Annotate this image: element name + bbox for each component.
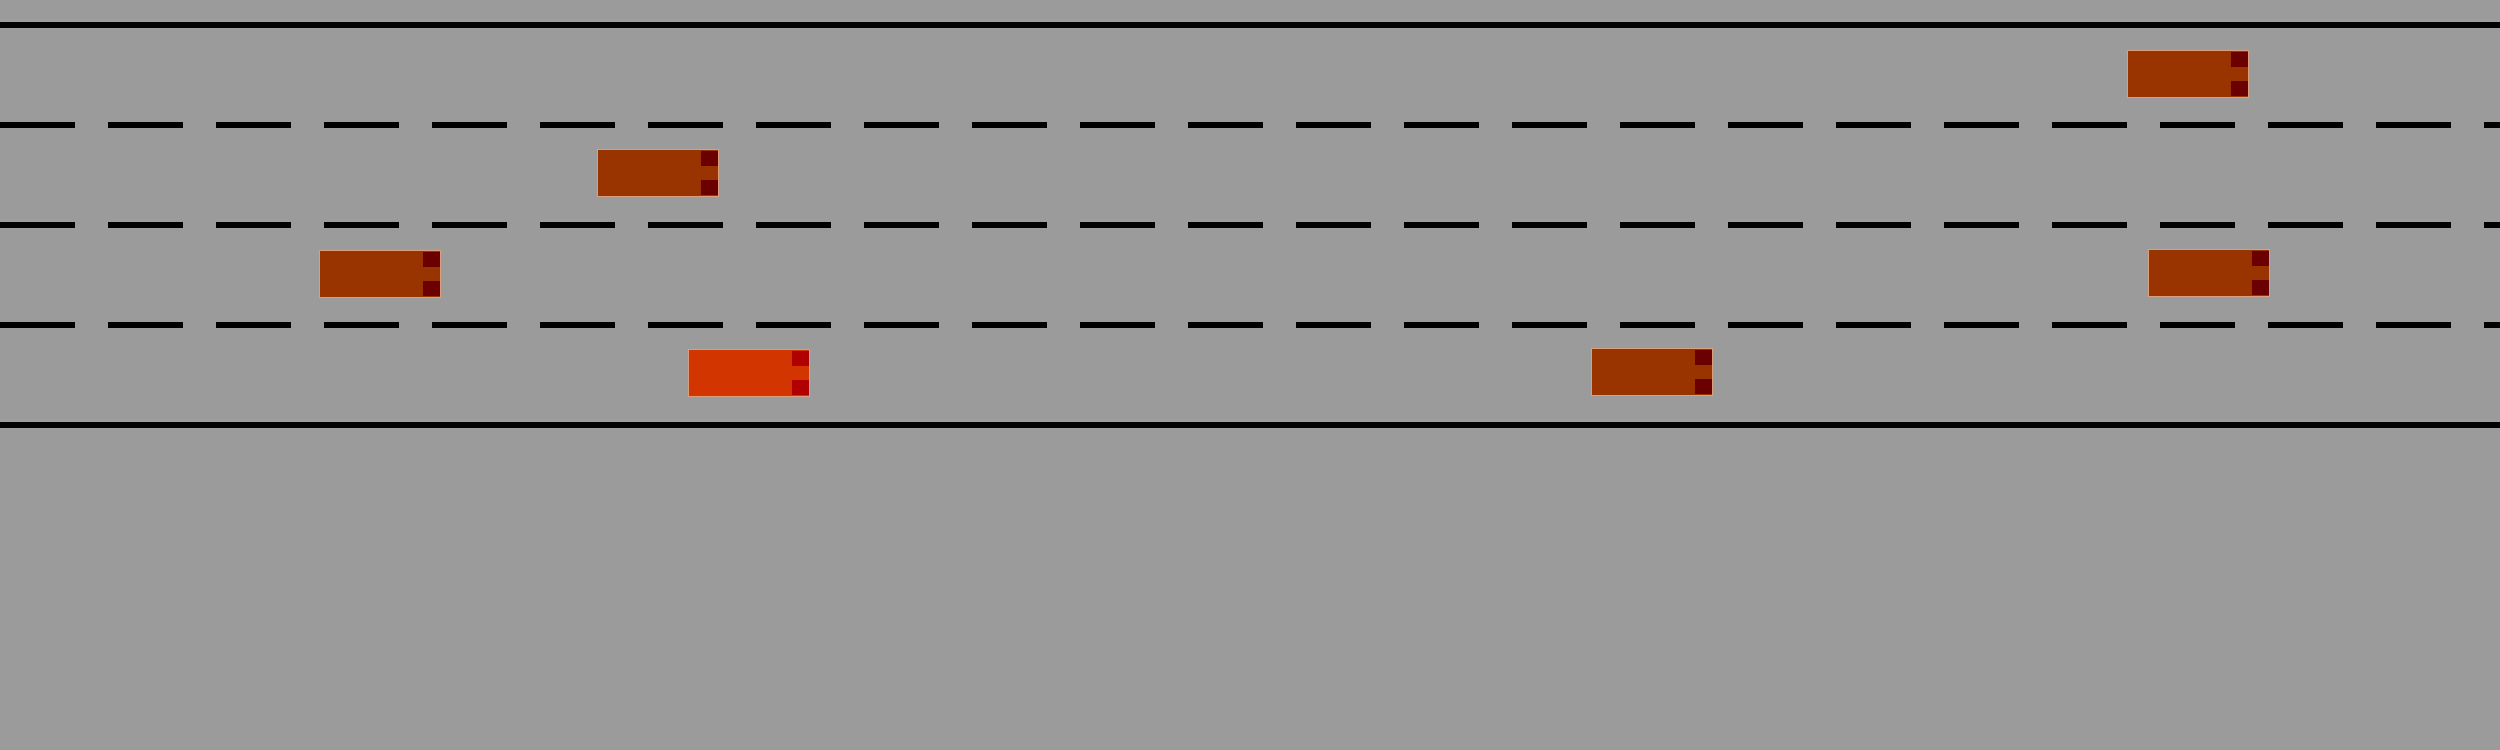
lane-divider-2 — [0, 222, 2500, 228]
vehicle-lane-1 — [2127, 50, 2249, 98]
headlight-right — [701, 180, 718, 195]
vehicle-lane-3-front — [2148, 249, 2270, 297]
headlight-left — [423, 252, 440, 267]
ego-vehicle — [688, 349, 810, 397]
headlight-left — [2231, 52, 2248, 67]
vehicle-lane-3-rear — [319, 250, 441, 298]
vehicle-lane-4 — [1591, 348, 1713, 396]
headlight-left — [2252, 251, 2269, 266]
headlight-left — [1695, 350, 1712, 365]
headlight-right — [792, 380, 809, 395]
headlight-left — [792, 351, 809, 366]
road-top-edge — [0, 22, 2500, 28]
lane-divider-3 — [0, 322, 2500, 328]
headlight-right — [2252, 280, 2269, 295]
lane-divider-1 — [0, 122, 2500, 128]
headlight-right — [1695, 379, 1712, 394]
headlight-right — [2231, 81, 2248, 96]
headlight-left — [701, 151, 718, 166]
vehicle-lane-2 — [597, 149, 719, 197]
road-bottom-edge — [0, 422, 2500, 428]
headlight-right — [423, 281, 440, 296]
